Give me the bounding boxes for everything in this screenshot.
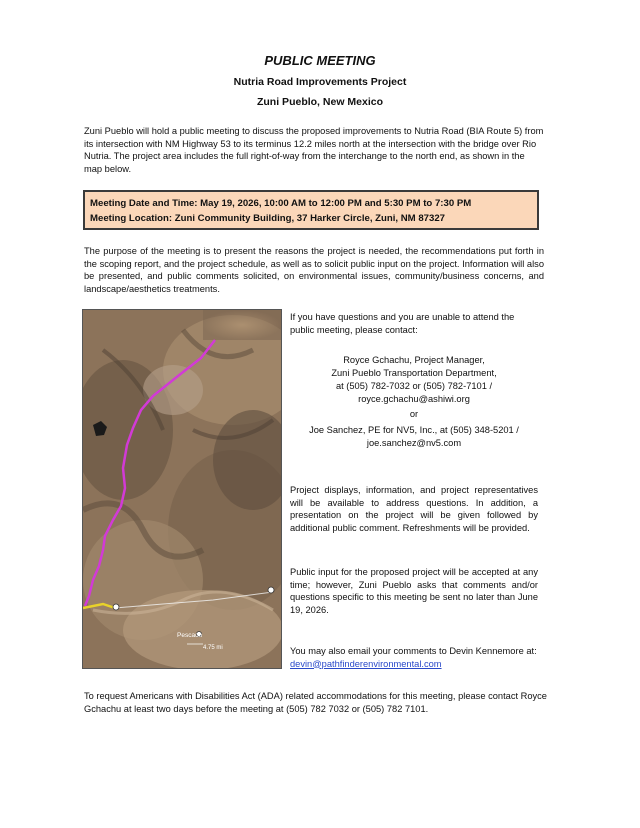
meeting-location: Meeting Location: Zuni Community Building, 37 Harker Circle, Zuni, NM 87327 bbox=[90, 213, 446, 224]
page-title: PUBLIC MEETING bbox=[264, 53, 376, 68]
contact-email[interactable]: royce.gchachu@ashiwi.org bbox=[358, 394, 470, 404]
intro-paragraph: Zuni Pueblo will hold a public meeting to discuss the proposed improvements to Nutria Road (BIA Route 5) from its intersection with NM Highway 53 to its terminus 12.2 miles north at the intersection with the bridge over Rio Nutria. The project area includes the full right-of-way from the interchange to the north end, as shown in the map below. bbox=[84, 126, 544, 174]
route-marker-icon bbox=[113, 604, 119, 610]
map-label-distance: 4.75 mi bbox=[203, 645, 223, 651]
satellite-map-graphic bbox=[83, 310, 281, 668]
contact-line: at (505) 782-7032 or (505) 782-7101 / bbox=[335, 381, 493, 391]
contact-line: Zuni Pueblo Transportation Department, bbox=[331, 368, 497, 378]
route-marker-icon-east bbox=[268, 587, 274, 593]
email-paragraph-text: You may also email your comments to Devin Kennemore at: bbox=[290, 646, 537, 656]
project-location: Zuni Pueblo, New Mexico bbox=[256, 96, 383, 108]
contact-line: Royce Gchachu, Project Manager, bbox=[343, 355, 485, 365]
contact-list bbox=[290, 354, 538, 450]
contact-email[interactable]: joe.sanchez@nv5.com bbox=[366, 438, 462, 448]
map-label-town: Pescado bbox=[177, 632, 203, 639]
contact-or: or bbox=[409, 409, 419, 419]
purpose-paragraph: The purpose of the meeting is to present the reasons the project is needed, the recommendations put forth in the scoping report, and the project schedule, as well as to solicit public input on the project. Information will also be presented, and public comments solicited, on environmental issues, community/business concerns, and landscape/aesthetics treatments. bbox=[84, 246, 544, 294]
meeting-details-box bbox=[83, 190, 539, 230]
meeting-date-time: Meeting Date and Time: May 19, 2026, 10:00 AM to 12:00 PM and 5:30 PM to 7:30 PM bbox=[90, 198, 472, 209]
ada-accommodations-paragraph: To request Americans with Disabilities Act (ADA) related accommodations for this meeting, please contact Royce Gchachu at least two days before the meeting at (505) 782 7032 or (505) 782 7101. bbox=[84, 691, 547, 714]
contact-intro: If you have questions and you are unable to attend the public meeting, please contact: bbox=[290, 312, 515, 335]
email-paragraph bbox=[290, 645, 538, 670]
displays-paragraph: Project displays, information, and project representatives will be available to address questions. In addition, a presentation on the project will be given followed by additional public comment. Refreshments will be provided. bbox=[290, 485, 538, 533]
project-name: Nutria Road Improvements Project bbox=[233, 76, 407, 88]
input-paragraph: Public input for the proposed project will be accepted at any time; however, Zuni Pueblo asks that comments and/or questions specific to this meeting be sent no later than June 19, 2026. bbox=[290, 567, 538, 615]
contact-line: Joe Sanchez, PE for NV5, Inc., at (505) 348-5201 / bbox=[309, 425, 519, 435]
email-link[interactable]: devin@pathfinderenvironmental.com bbox=[290, 658, 442, 669]
project-area-map bbox=[82, 309, 282, 669]
